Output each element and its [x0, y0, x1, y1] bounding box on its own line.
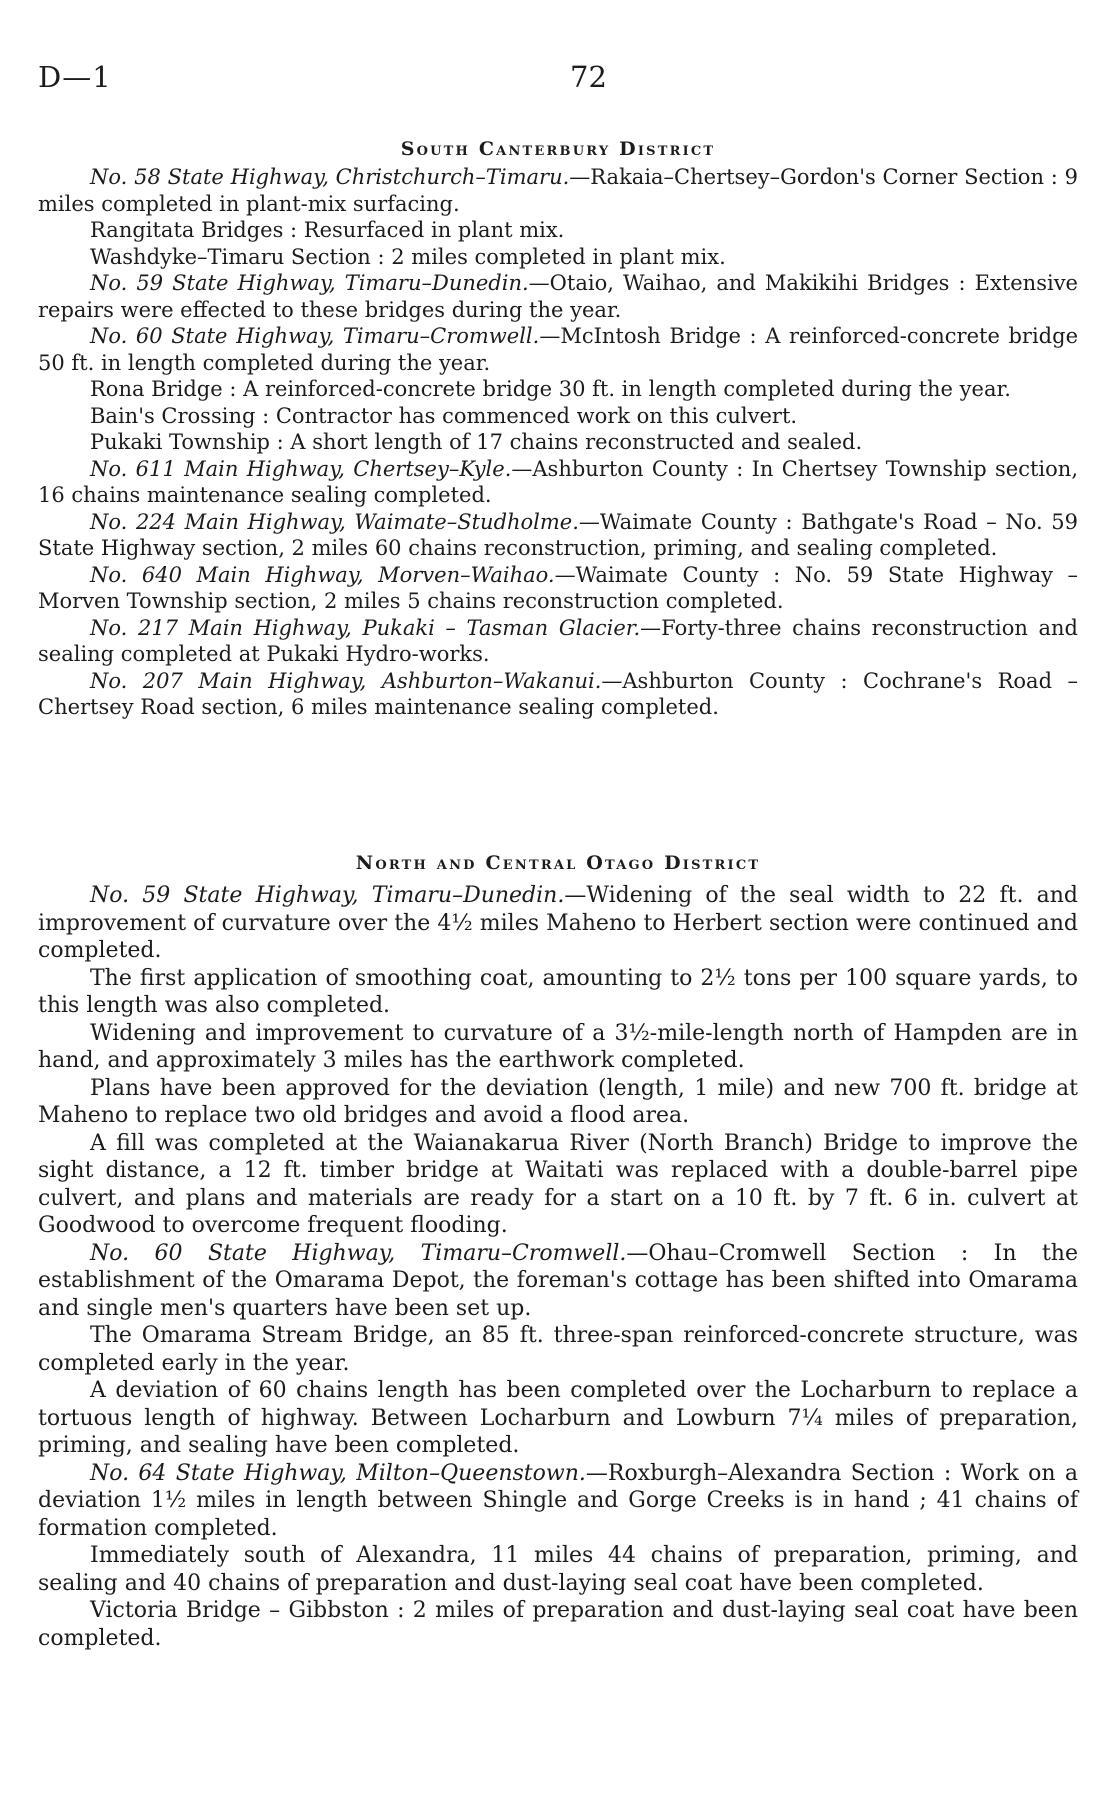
paragraph — [38, 1130, 1078, 1240]
highway-reference: No. 640 Main Highway, Morven–Waihao. — [90, 562, 555, 587]
section-heading: North and Central Otago District — [355, 852, 761, 874]
paragraph — [38, 509, 1078, 562]
section-south-canterbury — [38, 136, 1078, 721]
paragraph — [38, 882, 1078, 965]
paragraph — [38, 1075, 1078, 1130]
section-north-central-otago — [38, 850, 1078, 1652]
page-reference: D—1 — [38, 60, 112, 94]
paragraph — [38, 270, 1078, 323]
paragraph-text: Washdyke–Timaru Section : 2 miles completed in plant mix. — [90, 244, 726, 269]
paragraph-text: A fill was completed at the Waianakarua River (North Branch) Bridge to improve the sight distance, a 12 ft. timber bridge at Waitati was replaced with a double-barrel pipe culvert, and plans and materials are ready for a start on a 10 ft. by 7 ft. 6 in. culvert at Goodwood to overcome frequent flooding. — [38, 1130, 1078, 1238]
paragraph-text: —Otaio, Waihao, and Makikihi Bridges : Extensive repairs were effected to these bridges during the year. — [38, 271, 1078, 322]
paragraph-text: Immediately south of Alexandra, 11 miles 44 chains of preparation, priming, and sealing and 40 chains of preparation and dust-laying seal coat have been completed. — [38, 1543, 1078, 1596]
paragraph-text: Bain's Crossing : Contractor has commenced work on this culvert. — [90, 403, 798, 428]
paragraph — [38, 1020, 1078, 1075]
paragraph — [38, 1597, 1078, 1652]
paragraph — [38, 615, 1078, 668]
highway-reference: No. 611 Main Highway, Chertsey–Kyle. — [90, 456, 512, 481]
paragraph — [38, 217, 1078, 244]
paragraph-text: —Ashburton County : In Chertsey Township section, 16 chains maintenance sealing completed. — [38, 456, 1078, 507]
paragraph-text: Pukaki Township : A short length of 17 chains reconstructed and sealed. — [90, 430, 863, 454]
paragraph — [38, 403, 1078, 430]
paragraph-text: —Waimate County : Bathgate's Road – No. 59 State Highway section, 2 miles 60 chains reconstruction, priming, and sealing completed. — [38, 509, 1079, 560]
highway-reference: No. 207 Main Highway, Ashburton–Wakanui. — [90, 668, 602, 693]
paragraph-text: Widening and improvement to curvature of a 3½-mile-length north of Hampden are in hand, and approximately 3 miles has the earthwork completed. — [38, 1020, 1078, 1073]
paragraph — [38, 562, 1078, 615]
paragraph-text: Rona Bridge : A reinforced-concrete bridge 30 ft. in length completed during the year. — [90, 377, 1011, 401]
paragraph-text: Rangitata Bridges : Resurfaced in plant mix. — [90, 218, 565, 242]
paragraph-text: Victoria Bridge – Gibbston : 2 miles of preparation and dust-laying seal coat have been completed. — [38, 1598, 1078, 1651]
paragraph-text: —McIntosh Bridge : A reinforced-concrete bridge 50 ft. in length completed during the year. — [38, 324, 1078, 375]
highway-reference: No. 60 State Highway, Timaru–Cromwell. — [90, 1240, 627, 1266]
paragraph — [38, 429, 1078, 456]
highway-reference: No. 224 Main Highway, Waimate–Studholme. — [90, 509, 579, 534]
paragraph — [38, 376, 1078, 403]
paragraph-text: —Roxburgh–Alexandra Section : Work on a deviation 1½ miles in length between Shingle and Gorge Creeks is in hand ; 41 chains of formation completed. — [38, 1460, 1078, 1541]
paragraph — [38, 1322, 1078, 1377]
paragraph — [38, 1240, 1078, 1323]
highway-reference: No. 58 State Highway, Christchurch–Timaru. — [90, 165, 570, 189]
paragraph — [38, 965, 1078, 1020]
section-heading: South Canterbury District — [400, 138, 716, 160]
paragraph-text: —Rakaia–Chertsey–Gordon's Corner Section : 9 miles completed in plant-mix surfacing. — [38, 165, 1078, 216]
paragraph-text: —Forty-three chains reconstruction and sealing completed at Pukaki Hydro-works. — [38, 615, 1078, 666]
paragraph-text: The Omarama Stream Bridge, an 85 ft. three-span reinforced-concrete structure, was completed early in the year. — [38, 1323, 1078, 1376]
page-number: 72 — [570, 60, 607, 94]
paragraph — [38, 1377, 1078, 1460]
paragraph — [38, 1460, 1078, 1543]
paragraph — [38, 164, 1078, 217]
highway-reference: No. 59 State Highway, Timaru–Dunedin. — [90, 271, 529, 295]
paragraph-text: A deviation of 60 chains length has been completed over the Locharburn to replace a tortuous length of highway. Between Locharburn and Lowburn 7¼ miles of preparation, priming, and sealing have been completed. — [38, 1378, 1078, 1458]
paragraph — [38, 244, 1078, 271]
paragraph-text: —Waimate County : No. 59 State Highway – Morven Township section, 2 miles 5 chains reconstruction completed. — [38, 562, 1078, 613]
paragraph — [38, 456, 1078, 509]
highway-reference: No. 217 Main Highway, Pukaki – Tasman Glacier. — [90, 615, 641, 640]
paragraph — [38, 323, 1078, 376]
highway-reference: No. 59 State Highway, Timaru–Dunedin. — [90, 883, 565, 908]
highway-reference: No. 64 State Highway, Milton–Queenstown. — [90, 1460, 586, 1486]
paragraph-text: Plans have been approved for the deviation (length, 1 mile) and new 700 ft. bridge at Maheno to replace two old bridges and avoid a flood area. — [38, 1075, 1078, 1128]
paragraph — [38, 668, 1078, 721]
paragraph — [38, 1542, 1078, 1597]
paragraph-text: The first application of smoothing coat, amounting to 2½ tons per 100 square yards, to this length was also completed. — [38, 965, 1078, 1018]
paragraph-text: —Ohau–Cromwell Section : In the establishment of the Omarama Depot, the foreman's cottage has been shifted into Omarama and single men's quarters have been set up. — [38, 1240, 1078, 1321]
paragraph-text: —Widening of the seal width to 22 ft. and improvement of curvature over the 4½ miles Maheno to Herbert section were continued and completed. — [38, 883, 1078, 963]
paragraph-text: —Ashburton County : Cochrane's Road – Chertsey Road section, 6 miles maintenance sealing completed. — [38, 668, 1078, 719]
page-header — [38, 60, 1078, 100]
highway-reference: No. 60 State Highway, Timaru–Cromwell. — [90, 324, 540, 348]
